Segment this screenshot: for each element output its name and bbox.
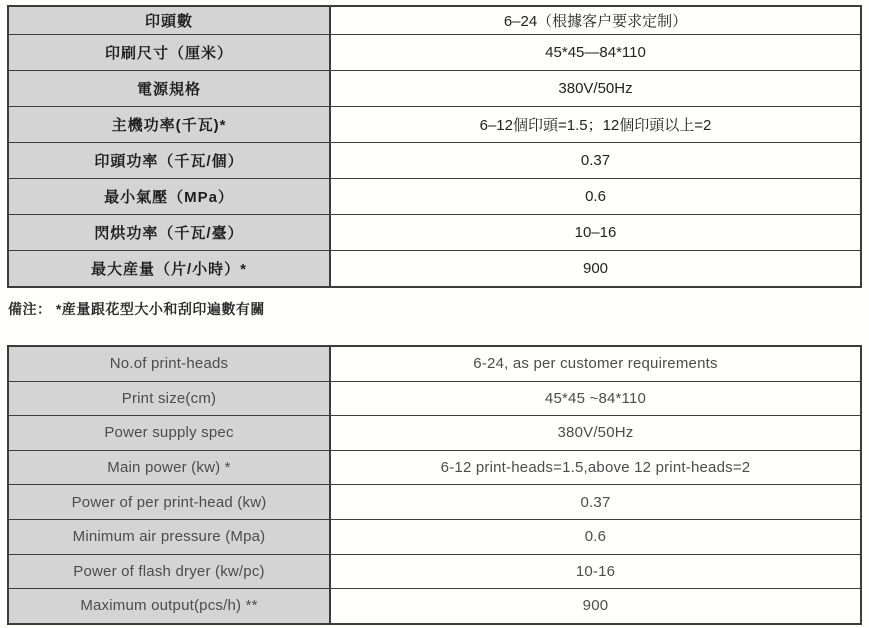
table-row	[9, 142, 860, 178]
spec-value-main-power-cn: 6–12個印頭=1.5；12個印頭以上=2	[331, 107, 860, 142]
chinese-spec-table	[7, 5, 862, 288]
spec-value-air-pressure-en: 0.6	[331, 520, 860, 554]
spec-value-air-pressure-cn: 0.6	[331, 179, 860, 214]
table-row	[9, 381, 860, 416]
spec-label-main-power-cn: 主機功率(千瓦)*	[9, 107, 331, 142]
remark-note: 備注： *産量跟花型大小和刮印遍數有關	[8, 301, 265, 317]
spec-value-head-power-en: 0.37	[331, 485, 860, 519]
spec-label-head-power-cn: 印頭功率（千瓦/個）	[9, 143, 331, 178]
spec-value-power-supply-cn: 380V/50Hz	[331, 71, 860, 106]
spec-label-print-heads-cn: 印頭數	[9, 7, 331, 34]
spec-value-print-size-cn: 45*45—84*110	[331, 35, 860, 70]
table-row	[9, 250, 860, 286]
spec-label-flash-dryer-en: Power of flash dryer (kw/pc)	[9, 555, 331, 589]
spec-value-head-power-cn: 0.37	[331, 143, 860, 178]
spec-value-print-heads-en: 6-24, as per customer requirements	[331, 347, 860, 381]
spec-label-max-output-en: Maximum output(pcs/h) **	[9, 589, 331, 623]
table-row	[9, 484, 860, 519]
spec-value-power-supply-en: 380V/50Hz	[331, 416, 860, 450]
spec-label-main-power-en: Main power (kw) *	[9, 451, 331, 485]
table-row	[9, 70, 860, 106]
table-row	[9, 178, 860, 214]
spec-label-air-pressure-cn: 最小氣壓（MPa）	[9, 179, 331, 214]
spec-value-max-output-cn: 900	[331, 251, 860, 286]
spec-label-power-supply-cn: 電源規格	[9, 71, 331, 106]
table-row	[9, 588, 860, 623]
spec-label-max-output-cn: 最大産量（片/小時）*	[9, 251, 331, 286]
english-spec-table	[7, 345, 862, 625]
spec-label-print-heads-en: No.of print-heads	[9, 347, 331, 381]
spec-label-air-pressure-en: Minimum air pressure (Mpa)	[9, 520, 331, 554]
table-row	[9, 554, 860, 589]
table-row	[9, 106, 860, 142]
spec-label-print-size-cn: 印刷尺寸（厘米）	[9, 35, 331, 70]
table-row	[9, 450, 860, 485]
table-row	[9, 34, 860, 70]
spec-value-flash-dryer-cn: 10–16	[331, 215, 860, 250]
table-row	[9, 347, 860, 381]
spec-label-print-size-en: Print size(cm)	[9, 382, 331, 416]
spec-value-print-size-en: 45*45 ~84*110	[331, 382, 860, 416]
table-row	[9, 415, 860, 450]
spec-label-power-supply-en: Power supply spec	[9, 416, 331, 450]
spec-label-head-power-en: Power of per print-head (kw)	[9, 485, 331, 519]
spec-value-print-heads-cn: 6–24（根據客户要求定制）	[331, 7, 860, 34]
spec-value-max-output-en: 900	[331, 589, 860, 623]
spec-label-flash-dryer-cn: 閃烘功率（千瓦/臺）	[9, 215, 331, 250]
table-row	[9, 7, 860, 34]
table-row	[9, 519, 860, 554]
spec-value-main-power-en: 6-12 print-heads=1.5,above 12 print-heads=2	[331, 451, 860, 485]
table-row	[9, 214, 860, 250]
spec-value-flash-dryer-en: 10-16	[331, 555, 860, 589]
